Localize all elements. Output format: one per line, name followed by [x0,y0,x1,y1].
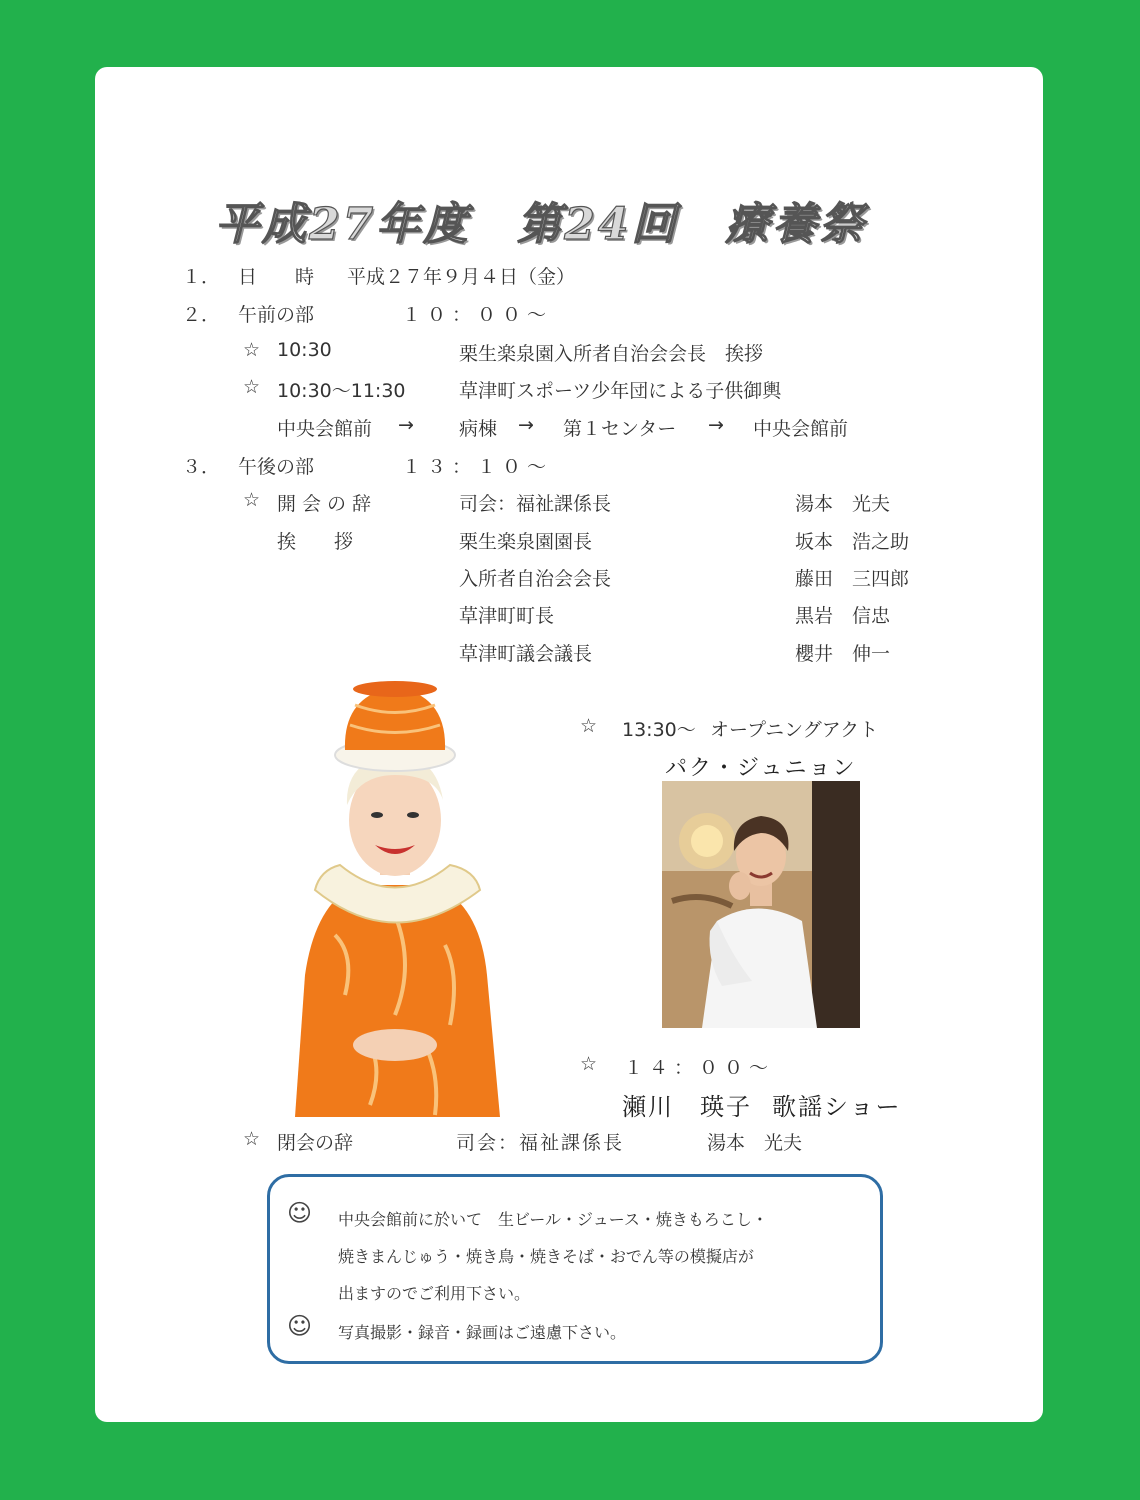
star-icon: ☆ [243,489,261,511]
afternoon-time: １３：１０～ [402,456,553,478]
notice-line-1: 中央会館前に於いて 生ビール・ジュース・焼きもろこし・ [338,1210,768,1229]
speaker-name: 坂本 浩之助 [795,531,910,553]
am-event-2-text: 草津町スポーツ少年団による子供御輿 [459,380,782,402]
show-performer: 瀬川 瑛子 [622,1093,752,1121]
item-number-3: ３． [182,456,221,478]
speaker-role: 栗生楽泉園園長 [459,531,593,553]
date-label: 日 時 [238,266,315,288]
route-stop: 病棟 [459,418,498,440]
route-stop: 中央会館前 [753,418,849,440]
am-event-1-time: 10:30 [277,339,332,361]
arrow-right-icon: → [708,414,724,436]
speaker-name: 藤田 三四郎 [795,568,910,590]
opening-performer: パク・ジュニョン [665,756,857,781]
greeting-label: 挨 拶 [277,531,354,553]
star-icon: ☆ [243,1128,261,1150]
notice-line-2: 焼きまんじゅう・焼き鳥・焼きそば・おでん等の模擬店が [338,1247,754,1266]
show-title: 歌謡ショー [772,1093,902,1121]
opening-speech-label: 開会の辞 [277,493,378,515]
speaker-role: 司会：福祉課係長 [459,493,612,515]
morning-time: １０：００～ [402,304,553,326]
closing-mc-role: 司会：福祉課係長 [456,1132,625,1154]
item-number-2: ２． [182,304,221,326]
speaker-name: 黒岩 信忠 [795,605,891,627]
closing-mc-name: 湯本 光夫 [707,1132,803,1154]
page-title: 平成27年度 第24回 療養祭 [215,199,867,250]
am-event-2-time: 10:30～11:30 [277,380,406,402]
route-stop: 中央会館前 [277,418,373,440]
singer-photo [275,675,515,1117]
opening-act-title: オープニングアクト [710,719,879,741]
star-icon: ☆ [243,376,261,398]
closing-label: 閉会の辞 [277,1132,354,1154]
star-icon: ☆ [243,339,261,361]
route-stop: 第１センター [563,418,677,440]
afternoon-label: 午後の部 [238,456,315,478]
am-event-1-text: 栗生楽泉園入所者自治会会長 挨拶 [459,343,764,365]
item-number-1: １． [182,266,221,288]
notice-line-3: 出ますのでご利用下さい。 [338,1284,531,1303]
notice-box [267,1174,883,1364]
speaker-role: 草津町町長 [459,605,555,627]
notice-line-4: 写真撮影・録音・録画はご遠慮下さい。 [338,1323,627,1342]
date-value: 平成２７年９月４日（金） [347,266,576,288]
arrow-right-icon: → [518,414,534,436]
arrow-right-icon: → [398,414,414,436]
star-icon: ☆ [580,1053,598,1075]
speaker-role: 入所者自治会会長 [459,568,612,590]
opening-act-time: 13:30～ [622,719,696,741]
smiley-icon: ☺ [287,1312,313,1340]
performer-photo [662,781,860,1028]
speaker-name: 櫻井 伸一 [795,643,891,665]
smiley-icon: ☺ [287,1199,313,1227]
speaker-name: 湯本 光夫 [795,493,891,515]
morning-label: 午前の部 [238,304,315,326]
speaker-role: 草津町議会議長 [459,643,593,665]
star-icon: ☆ [580,715,598,737]
show-time: １４：００～ [624,1057,775,1079]
